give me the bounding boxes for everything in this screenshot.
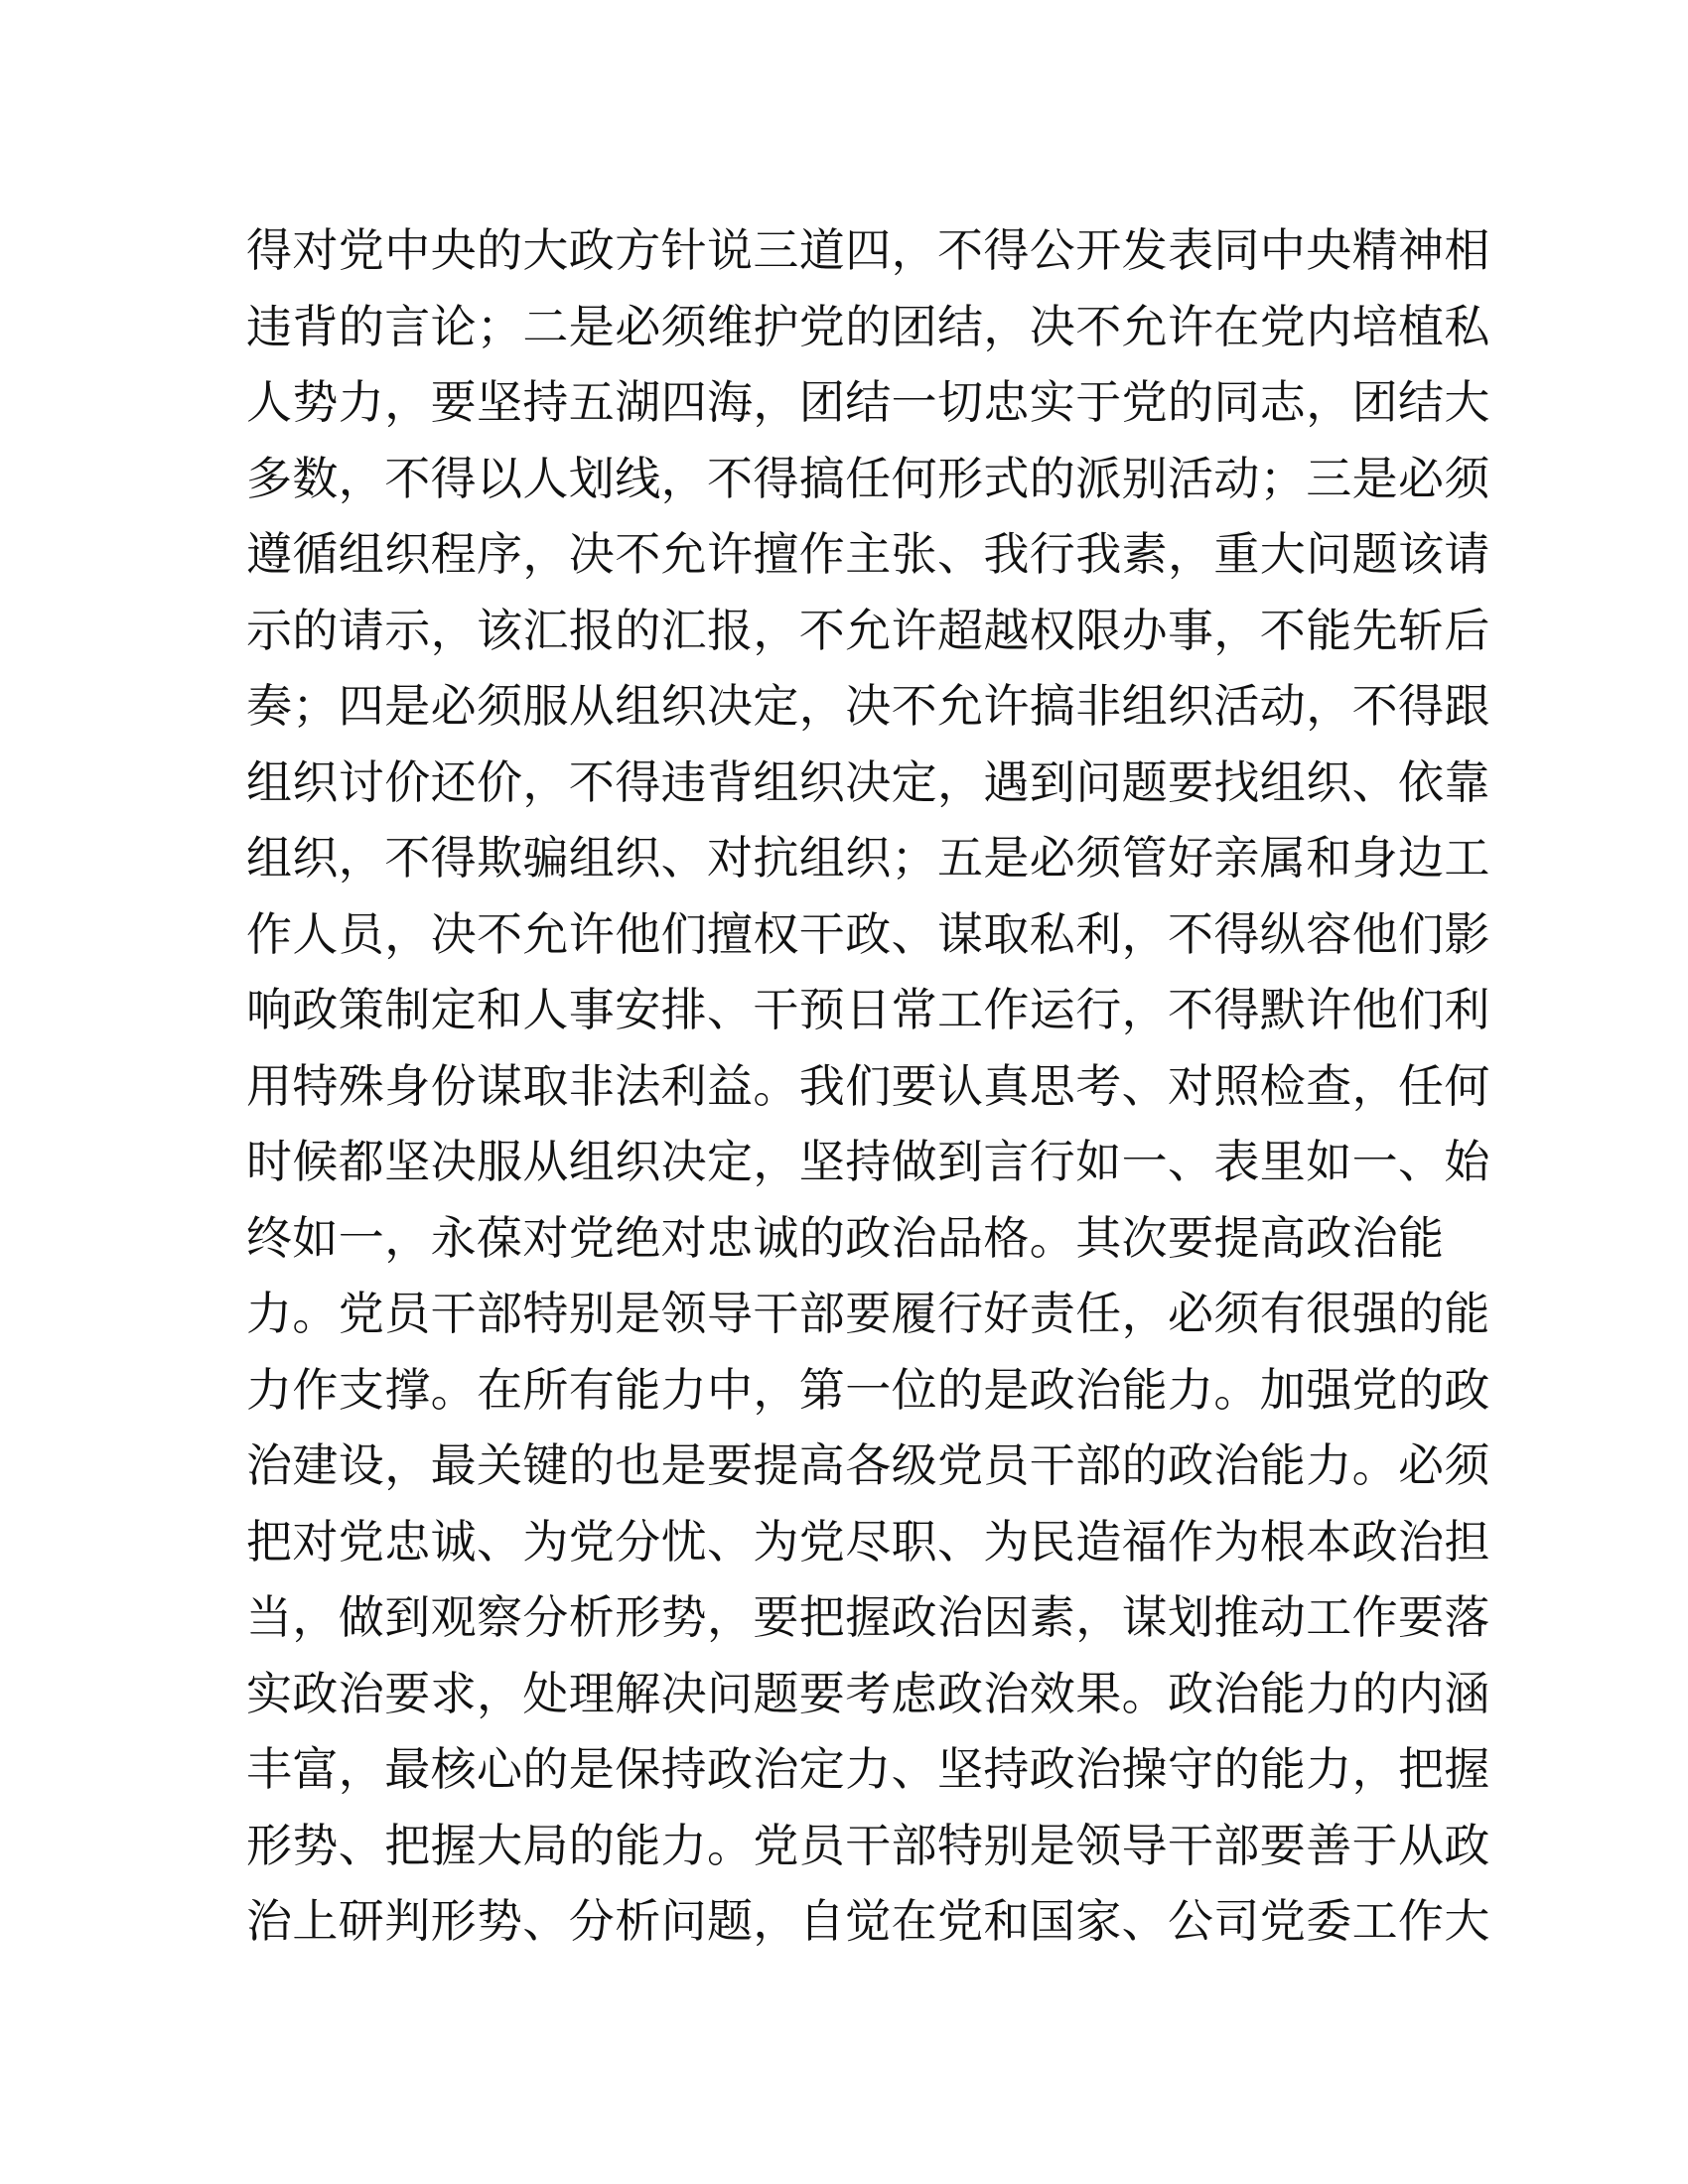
body-text — [246, 212, 1490, 1960]
text-line-16: 力作支撑。在所有能力中，第一位的是政治能力。加强党的政 — [246, 1362, 1490, 1417]
text-line-8: 组织讨价还价，不得违背组织决定，遇到问题要找组织、依靠 — [246, 754, 1490, 809]
text-line-23: 治上研判形势、分析问题，自觉在党和国家、公司党委工作大 — [246, 1894, 1490, 1948]
text-line-22: 形势、把握大局的能力。党员干部特别是领导干部要善于从政 — [246, 1818, 1490, 1872]
text-line-17: 治建设，最关键的也是要提高各级党员干部的政治能力。必须 — [246, 1438, 1490, 1492]
text-line-15: 力。党员干部特别是领导干部要履行好责任，必须有很强的能 — [246, 1287, 1490, 1340]
text-line-18: 把对党忠诚、为党分忧、为党尽职、为民造福作为根本政治担 — [246, 1514, 1490, 1569]
text-line-12: 用特殊身份谋取非法利益。我们要认真思考、对照检查，任何 — [246, 1058, 1490, 1113]
text-line-9: 组织，不得欺骗组织、对抗组织；五是必须管好亲属和身边工 — [246, 831, 1490, 885]
text-line-5: 遵循组织程序，决不允许擅作主张、我行我素，重大问题该请 — [246, 527, 1490, 581]
text-line-21: 丰富，最核心的是保持政治定力、坚持政治操守的能力，把握 — [246, 1742, 1490, 1796]
text-line-11: 响政策制定和人事安排、干预日常工作运行，不得默许他们利 — [246, 983, 1490, 1036]
text-line-6: 示的请示，该汇报的汇报，不允许超越权限办事，不能先斩后 — [246, 603, 1490, 657]
text-line-2: 违背的言论；二是必须维护党的团结，决不允许在党内培植私 — [246, 299, 1490, 353]
text-line-19: 当，做到观察分析形势，要把握政治因素，谋划推动工作要落 — [246, 1590, 1490, 1644]
text-line-10: 作人员，决不允许他们擅权干政、谋取私利，不得纵容他们影 — [246, 906, 1490, 961]
text-line-7: 奏；四是必须服从组织决定，决不允许搞非组织活动，不得跟 — [246, 679, 1490, 733]
text-line-14: 终如一，永葆对党绝对忠诚的政治品格。其次要提高政治能 — [246, 1210, 1445, 1265]
text-line-4: 多数，不得以人划线，不得搞任何形式的派别活动；三是必须 — [246, 451, 1490, 505]
text-line-13: 时候都坚决服从组织决定，坚持做到言行如一、表里如一、始 — [246, 1135, 1490, 1188]
text-line-3: 人势力，要坚持五湖四海，团结一切忠实于党的同志，团结大 — [246, 375, 1490, 429]
text-line-1: 得对党中央的大政方针说三道四，不得公开发表同中央精神相 — [246, 223, 1490, 277]
text-line-20: 实政治要求，处理解决问题要考虑政治效果。政治能力的内涵 — [246, 1666, 1490, 1720]
